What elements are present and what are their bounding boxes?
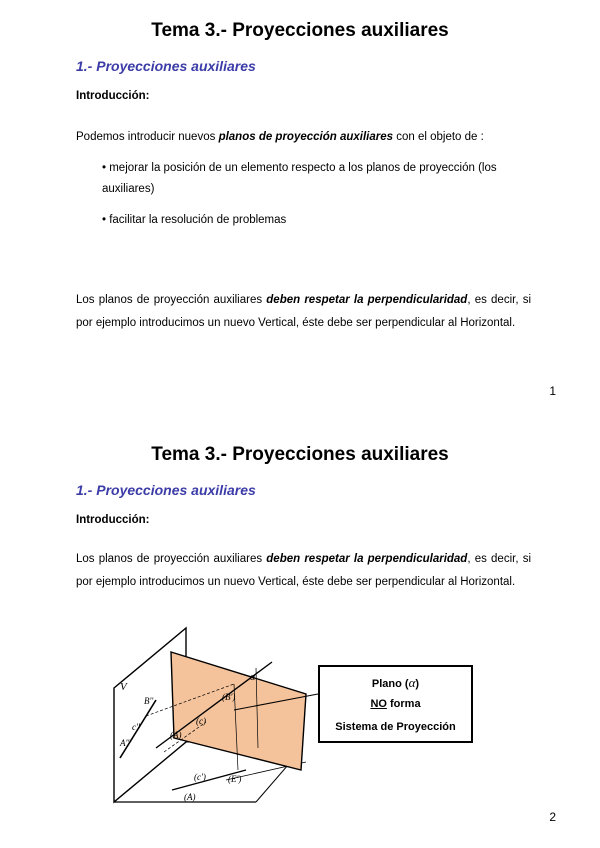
label-c-double: c'' <box>132 722 140 732</box>
body-text-start: Los planos de proyección auxiliares <box>76 553 267 565</box>
label-a-prime: (A) <box>184 792 196 802</box>
lead-emphasis: planos de proyección auxiliares <box>218 131 394 143</box>
body-text-end: , es decir, si por ejemplo introducimos un nuevo Vertical, éste debe ser perpendicular al Horizontal. <box>76 553 531 588</box>
body-paragraph <box>76 289 531 335</box>
slide-2 <box>0 424 600 848</box>
slide-title: Tema 3.- Proyecciones auxiliares <box>151 444 449 465</box>
alpha-symbol: α <box>408 675 416 690</box>
callout-no: NO <box>370 698 387 710</box>
body-text-end: , es decir, si por ejemplo introducimos un nuevo Vertical, éste debe ser perpendicular al Horizontal. <box>76 294 531 329</box>
callout-line-3: Sistema de Proyección <box>335 721 456 733</box>
intro-label: Introducción: <box>76 514 150 526</box>
label-alpha: α <box>250 672 256 683</box>
label-a-double: A'' <box>120 738 130 748</box>
callout-line-1 <box>320 675 471 691</box>
label-e-prime: (E') <box>228 774 242 784</box>
label-b-prime: (B') <box>222 692 236 702</box>
section-heading: 1.- Proyecciones auxiliares <box>76 58 256 74</box>
body-text-start: Los planos de proyección auxiliares <box>76 294 267 306</box>
lead-text-start: Podemos introducir nuevos <box>76 131 219 143</box>
callout-text: forma <box>386 698 421 710</box>
callout-text: Plano ( <box>371 678 409 690</box>
label-v: V <box>120 681 127 693</box>
body-emphasis: deben respetar la perpendicularidad <box>266 553 468 565</box>
intro-label: Introducción: <box>76 90 150 102</box>
page-number: 2 <box>549 810 556 824</box>
plane-callout-box <box>318 665 473 743</box>
label-b-double: B'' <box>144 696 154 706</box>
section-heading: 1.- Proyecciones auxiliares <box>76 482 256 498</box>
slide-title: Tema 3.- Proyecciones auxiliares <box>151 20 449 41</box>
callout-line-2 <box>320 698 471 710</box>
label-c: (c) <box>196 716 206 726</box>
lead-paragraph <box>76 126 531 149</box>
bullet-item: • mejorar la posición de un elemento respecto a los planos de proyección (los auxiliares) <box>102 162 497 195</box>
body-paragraph <box>76 548 531 594</box>
label-c-prime: (c') <box>194 772 206 782</box>
lead-text-end: con el objeto de : <box>393 131 484 143</box>
auxiliary-plane-alpha <box>171 652 306 770</box>
page-number: 1 <box>549 384 556 398</box>
bullet-item: • facilitar la resolución de problemas <box>102 214 287 226</box>
label-a: (A) <box>170 730 182 740</box>
callout-text: ) <box>415 678 420 690</box>
body-emphasis: deben respetar la perpendicularidad <box>266 294 468 306</box>
